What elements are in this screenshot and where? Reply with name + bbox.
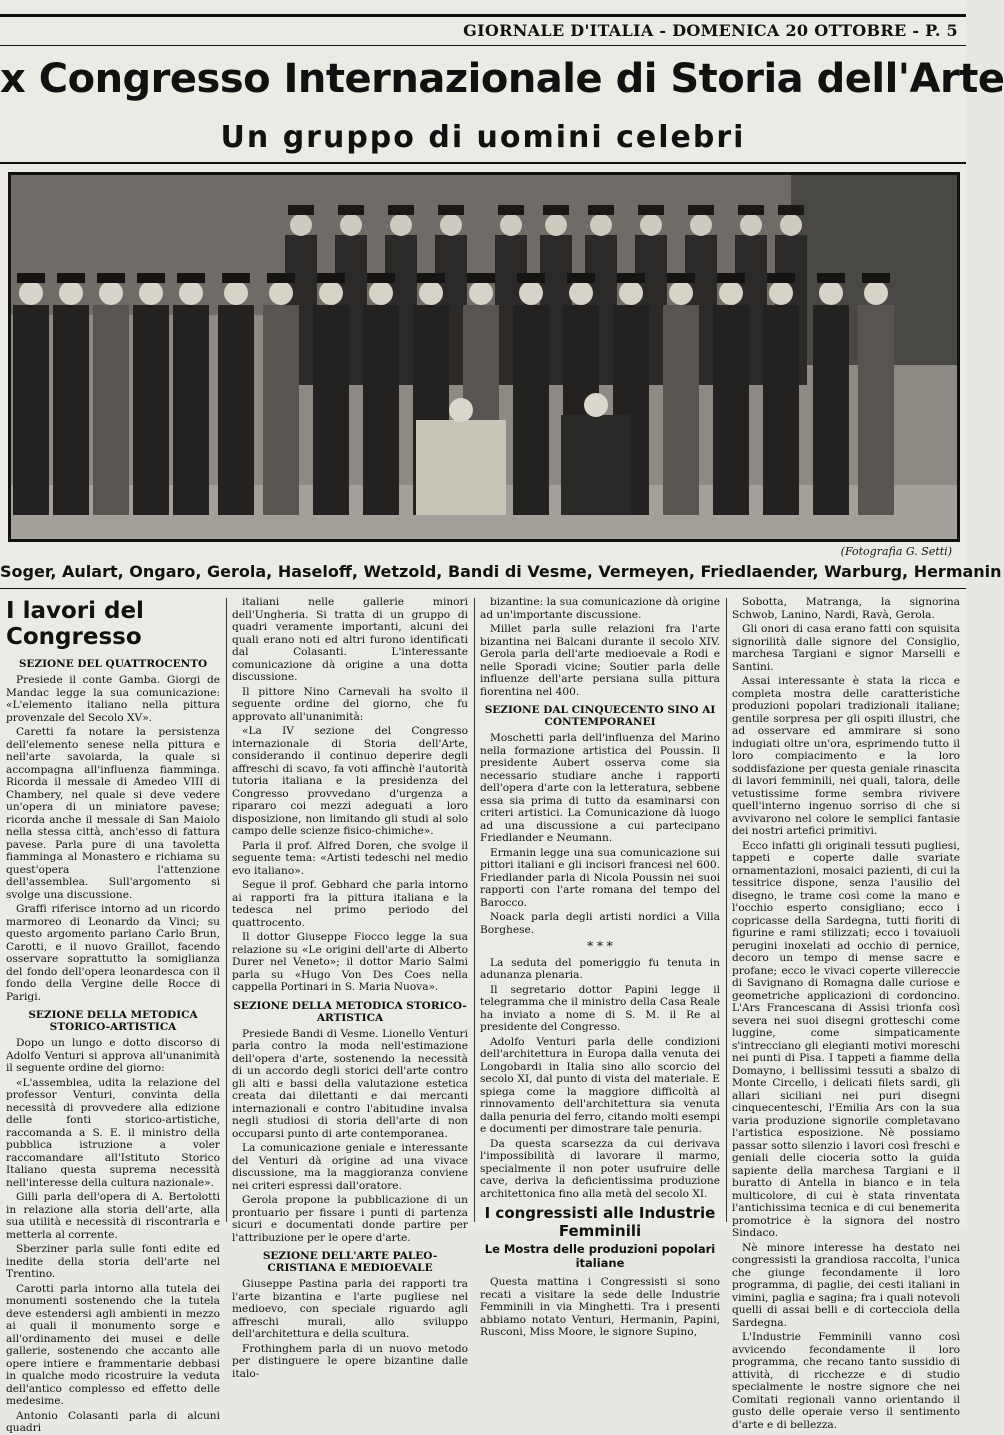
section-heading: SEZIONE DAL CINQUECENTO SINO AI CONTEMPORANEI	[484, 704, 716, 728]
person-head	[269, 281, 293, 305]
title-rule	[0, 162, 966, 164]
paragraph: Il pittore Nino Carnevali ha svolto il seguente ordine del giorno, che fu approvato all'unanimità:	[232, 685, 468, 723]
paragraph: Adolfo Venturi parla delle condizioni dell'architettura in Europa dalla venuta dei Longobardi in Italia sino allo scorcio del secolo XI, dal punto di vista del materiale. E spiega come la maggiore difficoltà al rinnovamento dell'architettura sia venuta dalla penuria del ferro, citando molti esempi e documenti per dimostrare tale penuria.	[480, 1035, 720, 1135]
photo-credit: (Fotografia G. Setti)	[840, 545, 952, 558]
person-hat	[438, 205, 464, 215]
paragraph: Caretti fa notare la persistenza dell'elemento senese nella pittura e nell'arte savoiarda, la quale si accompagna all'influenza fiamminga. Ricorda il messale di Amedeo VIII di Chambery, nel quale si deve vedere un'opera di un miniatore pavese; ricorda anche il messale di San Maiolo nella stessa città, anch'esso di fattura pavese. Parla pure di una tavoletta fiamminga al Monastero e richiama su quest'opera l'attenzione dell'assemblea. Sull'argomento si svolge una discussione.	[6, 726, 220, 901]
person-hat	[617, 273, 645, 283]
paragraph: Assai interessante è stata la ricca e completa mostra delle caratteristiche produzioni popolari tradizionali italiane; gentile sorpresa per gli ospiti illustri, che ad osservare ed ammirare si sono indugiati oltre un'ora, esprimendo tutto il loro compiacimento e la loro soddisfazione per questa geniale rinascita di lavori femminili, nei quali, talora, delle vetustissime forme sembra rivivere quell'interno ingenuo sorriso di che si avvivarono nel colore le semplici fantasie dei nostri artefici primitivi.	[732, 675, 960, 837]
person-body	[813, 305, 849, 515]
person-head	[390, 214, 412, 236]
paragraph: Graffi riferisce intorno ad un ricordo marmoreo di Leonardo da Vinci; su questo argomento parlano Carlo Brun, Carotti, e il nuovo Graillot, facendo osservare soprattutto la somiglianza del fondo dell'opera leonardesca con il fondo della Vergine delle Rocce di Parigi.	[6, 903, 220, 1003]
paragraph: Giuseppe Pastina parla dei rapporti tra l'arte bizantina e l'arte pugliese nel medioevo, con speciale riguardo agli affreschi murali, allo sviluppo dell'architettura e della scultura.	[232, 1278, 468, 1340]
person-hat	[97, 273, 125, 283]
person-head	[139, 281, 163, 305]
paragraph: Millet parla sulle relazioni fra l'arte bizantina nei Balcani durante il secolo XIV. Gerola parla dell'arte medioevale a Rodi e nelle Sporadi vicine; Soutier parla delle influenze dell'arte persiana sulla pittura fiorentina nel 400.	[480, 623, 720, 698]
page-subtitle: Un gruppo di uomini celebri	[220, 120, 746, 155]
paragraph: L'Industrie Femminili vanno così avvicendo fecondamente il loro programma, che recano tanto sussidio di attività, di ricchezze e di studio specialmente le nostre signore che nei Comitati regionali vanno orientando il gusto delle operaie verso il sentimento d'arte e di bellezza.	[732, 1331, 960, 1431]
person-hat	[498, 205, 524, 215]
section-heading: SEZIONE DELL'ARTE PALEO-CRISTIANA E MEDIOEVALE	[262, 1250, 438, 1274]
person-body	[363, 305, 399, 515]
paragraph: Dopo un lungo e dotto discorso di Adolfo Venturi si approva all'unanimità il seguente ordine del giorno:	[6, 1037, 220, 1074]
column-separator	[226, 598, 227, 1222]
paragraph: Ermanin legge una sua comunicazione sui pittori italiani e gli incisori francesi nel 600. Friedlander parla di Nicola Poussin nei suoi rapporti con l'arte romana del tempo del Barocco.	[480, 846, 720, 909]
person-head	[440, 214, 462, 236]
paragraph: Questa mattina i Congressisti si sono recati a visitare la sede delle Industrie Femminili in via Minghetti. Tra i presenti abbiamo notato Venturi, Hermanin, Papini, Rusconi, Miss Moore, le signore Supino,	[480, 1276, 720, 1338]
person-head	[290, 214, 312, 236]
person-head	[469, 281, 493, 305]
paragraph: Gli onori di casa erano fatti con squisita signorilità dalle signore del Consiglio, marchesa Targiani e signor Marselli e Santini.	[732, 623, 960, 673]
article-column-4	[732, 596, 960, 1431]
paragraph: Presiede il conte Gamba. Giorgi de Mandac legge la sua comunicazione: «L'elemento italiano nella pittura provenzale del Secolo XV».	[6, 674, 220, 724]
section-heading: SEZIONE DELLA METODICA STORICO-ARTISTICA	[28, 1009, 198, 1033]
paragraph: Segue il prof. Gebhard che parla intorno ai rapporti fra la pittura italiana e la tedesca nel primo periodo del quattrocento.	[232, 879, 468, 929]
paragraph: Da questa scarsezza da cui derivava l'impossibilità di lavorare il marmo, specialmente il non poter usufruire delle cave, deriva la deficientissima produzione architettonica fino alla metà del secolo XI.	[480, 1137, 720, 1200]
person-hat	[738, 205, 764, 215]
article-column-3	[480, 596, 720, 1338]
person-head	[640, 214, 662, 236]
person-head	[500, 214, 522, 236]
person-hat	[567, 273, 595, 283]
paragraph: Gerola propone la pubblicazione di un prontuario per fissare i punti di partenza sicuri e documentati donde partire per l'attribuzione per le opere d'arte.	[232, 1194, 468, 1244]
person-head	[59, 281, 83, 305]
person-hat	[177, 273, 205, 283]
paragraph: Antonio Colasanti parla di alcuni quadri	[6, 1409, 220, 1434]
seated-person-dark-suit	[561, 415, 631, 515]
person-head	[719, 281, 743, 305]
person-head	[99, 281, 123, 305]
masthead-bar	[0, 14, 966, 46]
person-head	[619, 281, 643, 305]
person-hat	[717, 273, 745, 283]
person-head	[780, 214, 802, 236]
person-head	[864, 281, 888, 305]
person-hat	[667, 273, 695, 283]
person-head	[690, 214, 712, 236]
person-hat	[57, 273, 85, 283]
paragraph: La comunicazione geniale e interessante del Venturi dà origine ad una vivace discussione, ma la maggioranza conviene nei criteri espressi dall'oratore.	[232, 1142, 468, 1192]
paragraph: Nè minore interesse ha destato nei congressisti la grandiosa raccolta, l'unica che giunge fecondamente il loro programma, di paglie, dei cesti italiani in vimini, paglia e sagina; fra i quali notevoli quelli di assai belli e di cortecciola della Sardegna.	[732, 1241, 960, 1329]
page-title: x Congresso Internazionale di Storia dell'Arte	[0, 56, 1004, 102]
paragraph: Frothinghem parla di un nuovo metodo per distinguere le opere bizantine dalle italo-	[232, 1342, 468, 1380]
person-head	[19, 281, 43, 305]
person-head	[569, 281, 593, 305]
person-hat	[267, 273, 295, 283]
person-head	[669, 281, 693, 305]
paragraph: Moschetti parla dell'influenza del Marino nella formazione artistica del Poussin. Il presidente Aubert osserva come sia necessario studiare anche i rapporti dell'opera d'arte con la letteratura, sebbene essa sia prima di tutto da esaminarsi con criteri artistici. La Comunicazione dà luogo ad una discussione a cui partecipano Friedlander e Neumann.	[480, 732, 720, 844]
person-body	[133, 305, 169, 515]
section-heading: SEZIONE DEL QUATTROCENTO	[18, 658, 208, 670]
paragraph: Sobotta, Matranga, la signorina Schwob, Lanino, Nardi, Ravà, Gerola.	[732, 596, 960, 621]
person-body	[13, 305, 49, 515]
paragraph: Noack parla degli artisti nordici a Villa Borghese.	[480, 911, 720, 936]
masthead-text: GIORNALE D'ITALIA - DOMENICA 20 OTTOBRE - P. 5	[463, 21, 958, 40]
article-heading: I lavori del Congresso	[6, 598, 144, 650]
article-column-1	[6, 596, 220, 1434]
person-hat	[137, 273, 165, 283]
article-heading-industrie: I congressisti alle Industrie Femminili	[484, 1204, 716, 1240]
group-photograph	[8, 172, 960, 542]
person-head	[740, 214, 762, 236]
person-body	[218, 305, 254, 515]
column-separator	[726, 598, 727, 1222]
paragraph: Parla il prof. Alfred Doren, che svolge il seguente tema: «Artisti tedeschi nel medio evo italiano».	[232, 839, 468, 877]
person-head	[819, 281, 843, 305]
person-hat	[767, 273, 795, 283]
person-hat	[222, 273, 250, 283]
person-hat	[862, 273, 890, 283]
paragraph: Carotti parla intorno alla tutela dei monumenti sostenendo che la tutela deve estendersi agli ambienti in mezzo ai quali il monumento sorge e all'ordinamento dei musei e delle gallerie, sostenendo che accanto alle opere intiere e frammentarie debbasi in qualche modo ricostruire la veduta dell'antico complesso ed effetto delle medesime.	[6, 1282, 220, 1407]
paragraph: Il dottor Giuseppe Fiocco legge la sua relazione su «Le origini dell'arte di Alberto Durer nel Veneto»; il dottor Mario Salmi parla su «Hugo Von Des Coes nella cappella Portinari in S. Maria Nuova».	[232, 931, 468, 993]
person-body	[858, 305, 894, 515]
person-head	[769, 281, 793, 305]
person-hat	[467, 273, 495, 283]
person-head	[340, 214, 362, 236]
person-head	[590, 214, 612, 236]
person-hat	[517, 273, 545, 283]
person-body	[763, 305, 799, 515]
person-hat	[638, 205, 664, 215]
person-hat	[367, 273, 395, 283]
person-hat	[543, 205, 569, 215]
person-hat	[817, 273, 845, 283]
person-head	[319, 281, 343, 305]
person-body	[263, 305, 299, 515]
seated-person-head	[584, 393, 608, 417]
names-rule	[0, 588, 966, 589]
person-hat	[388, 205, 414, 215]
person-head	[224, 281, 248, 305]
person-body	[173, 305, 209, 515]
person-body	[713, 305, 749, 515]
paragraph: Sberziner parla sulle fonti edite ed inedite della storia dell'arte nel Trentino.	[6, 1243, 220, 1280]
person-hat	[417, 273, 445, 283]
column-separator	[474, 598, 475, 1222]
person-hat	[778, 205, 804, 215]
person-hat	[338, 205, 364, 215]
person-body	[313, 305, 349, 515]
paragraph: bizantine: la sua comunicazione dà origine ad un'importante discussione.	[480, 596, 720, 621]
person-hat	[317, 273, 345, 283]
person-body	[93, 305, 129, 515]
person-head	[179, 281, 203, 305]
paragraph: italiani nelle gallerie minori dell'Ungheria. Si tratta di un gruppo di quadri veramente importanti, alcuni dei quali erano noti ed altri furono identificati dal Colasanti. L'interessante comunicazione dà origine a una dotta discussione.	[232, 596, 468, 683]
person-hat	[17, 273, 45, 283]
person-hat	[688, 205, 714, 215]
paragraph: Il segretario dottor Papini legge il telegramma che il ministro della Casa Reale ha inviato a nome di S. M. il Re al presidente del Congresso.	[480, 983, 720, 1033]
person-hat	[588, 205, 614, 215]
section-heading: SEZIONE DELLA METODICA STORICO-ARTISTICA	[233, 999, 467, 1024]
person-body	[53, 305, 89, 515]
person-head	[419, 281, 443, 305]
group-photo-image	[11, 175, 957, 539]
person-head	[545, 214, 567, 236]
person-body	[513, 305, 549, 515]
paragraph: Ecco infatti gli originali tessuti pugliesi, tappeti e coperte dalle svariate ornamentazioni, mosaici pazienti, di cui la tessitrice dispone, senza l'ausilio del disegno, le trame così come la mano e l'occhio esperto consigliano; ecco i copricasse della Sardegna, tutti fioriti di figurine e rami stilizzati; ecco i tovaiuoli perugini inoxelati ad occhio di pernice, decoro un tempo di mense sacre e profane; ecco le vivaci coperte villereccie di Savignano di Romagna dalle curiose e geometriche applicazioni di cordoncino. L'Ars Francescana di Assisi trionfa così severa nei suoi disegni grotteschi come luggine, come simpaticamente s'intrecciano gli elegianti motivi moreschi nei punti di Pisa. I tappeti a fiamme della Domayno, i bellissimi tessuti a sbalzo di Monte Circello, i delicati filets sardi, gli allari siciliani nei puri disegni cinquecenteschi, l'Emilia Ars con la sua varia produzione signorile completavano l'artistica esposizione. Nè possiamo passar sotto silenzio i lavori così freschi e geniali delle cioceria sotto la guida sapiente della marchesa Targiani e il buratto di Antella in bianco e in tela multicolore, di cui è stata rinventata l'antichissima tecnica e di cui benemerita promotrice è la signora del nostro Sindaco.	[732, 839, 960, 1239]
paragraph: Gilli parla dell'opera di A. Bertolotti in relazione alla storia dell'arte, alla sua utilità e necessità di riscontrarla e metterla al corrente.	[6, 1191, 220, 1241]
article-column-2	[232, 596, 468, 1380]
person-head	[519, 281, 543, 305]
photo-names-caption: Soger, Aulart, Ongaro, Gerola, Haseloff, Wetzold, Bandi di Vesme, Vermeyen, Friedlaender, Warburg, Hermanin	[0, 562, 1002, 581]
paragraph: La seduta del pomeriggio fu tenuta in adunanza plenaria.	[480, 956, 720, 981]
section-divider-stars: * * *	[587, 939, 613, 953]
paragraph: «La IV sezione del Congresso internazionale di Storia dell'Arte, considerando il continuo deperire degli affreschi di scavo, fa voti affinchè l'autorità tutoria italiana e la presidenza del Congresso provvedano d'urgenza a ripararo coi mezzi adeguati a loro disposizione, non limitando gli studi al solo campo delle scienze fisico-chimiche».	[232, 725, 468, 837]
seated-person-head	[449, 398, 473, 422]
person-head	[369, 281, 393, 305]
paragraph: «L'assemblea, udita la relazione del professor Venturi, convinta della necessità di provvedere alla edizione delle fonti storico-artistiche, raccomanda a S. E. il ministro della pubblica istruzione a voler raccomandare all'Istituto Storico Italiano questa suprema necessità nell'interesse della cultura nazionale».	[6, 1076, 220, 1189]
paragraph: Presiede Bandi di Vesme. Lionello Venturi parla contro la moda nell'estimazione dell'opera d'arte, sostenendo la necessità di un accordo degli storici dell'arte contro gli alti e bassi della valutazione estetica creata dai dilettanti e dai mercanti internazionali e contro l'abitudine invalsa negli studiosi di storia dell'arte di non occuparsi punto di arte contemporanea.	[232, 1027, 468, 1140]
person-body	[663, 305, 699, 515]
person-hat	[288, 205, 314, 215]
article-subheading-mostra: Le Mostra delle produzioni popolari italiane	[484, 1242, 716, 1270]
seated-person-light-suit	[416, 420, 506, 515]
